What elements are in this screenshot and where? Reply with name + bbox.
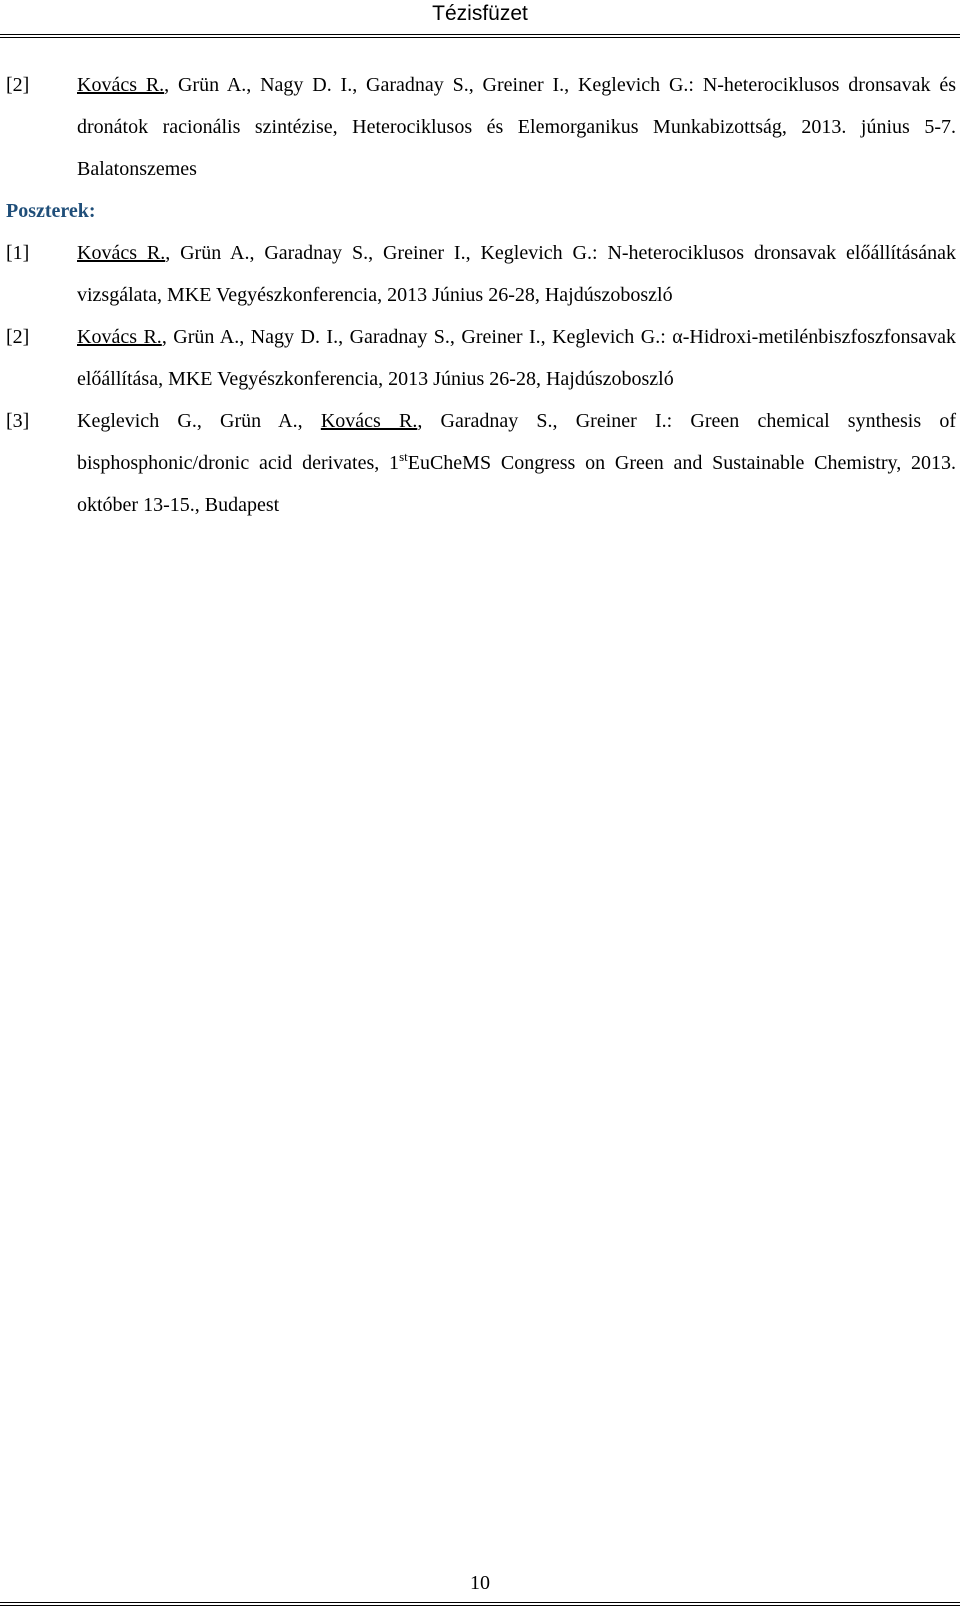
header-divider	[0, 34, 960, 38]
author-self: Kovács R.	[77, 242, 166, 264]
author-self: Kovács R.	[77, 74, 165, 96]
reference-text: α-Hidroxi-metilénbiszfoszfonsavak előállítása, MKE Vegyészkonferencia, 2013 Június 26-28, Hajdúszoboszló	[77, 326, 956, 390]
reference-text: EuCheMS Congress on Green and Sustainable Chemistry, 2013. október 13-15., Budapest	[77, 452, 956, 516]
reference-item	[6, 64, 956, 190]
posters-heading: Poszterek:	[6, 200, 96, 222]
reference-authors: , Grün A., Nagy D. I., Garadnay S., Greiner I., Keglevich G.:	[161, 326, 673, 348]
reference-number: [2]	[6, 74, 30, 96]
reference-authors: Keglevich G., Grün A.,	[77, 410, 321, 432]
reference-authors: , Garadnay S., Greiner I.:	[417, 410, 691, 432]
reference-text: N-heterociklusos dronsavak előállításának vizsgálata, MKE Vegyészkonferencia, 2013 Június 26-28, Hajdúszoboszló	[77, 242, 956, 306]
reference-number: [2]	[6, 326, 30, 348]
ordinal-superscript: st	[399, 449, 408, 464]
reference-text: N-heterociklusos dronsavak és dronátok racionális szintézise, Heterociklusos és Elemorganikus Munkabizottság, 2013. június 5-7. Balatonszemes	[77, 74, 956, 180]
publication-list	[6, 64, 956, 526]
reference-authors: , Grün A., Garadnay S., Greiner I., Keglevich G.:	[165, 242, 608, 264]
reference-number: [3]	[6, 410, 30, 432]
footer-divider	[0, 1602, 960, 1606]
page-header-title: Tézisfüzet	[432, 2, 528, 25]
poster-item	[6, 316, 956, 400]
page-number: 10	[470, 1572, 490, 1594]
poster-item	[6, 232, 956, 316]
author-self: Kovács R.	[77, 326, 162, 348]
author-self: Kovács R.	[320, 410, 418, 432]
poster-item	[6, 400, 956, 526]
reference-text: Green chemical synthesis of bisphosphonic/dronic acid derivates, 1	[77, 410, 956, 474]
reference-authors: , Grün A., Nagy D. I., Garadnay S., Greiner I., Keglevich G.:	[164, 74, 703, 96]
reference-number: [1]	[6, 242, 30, 264]
